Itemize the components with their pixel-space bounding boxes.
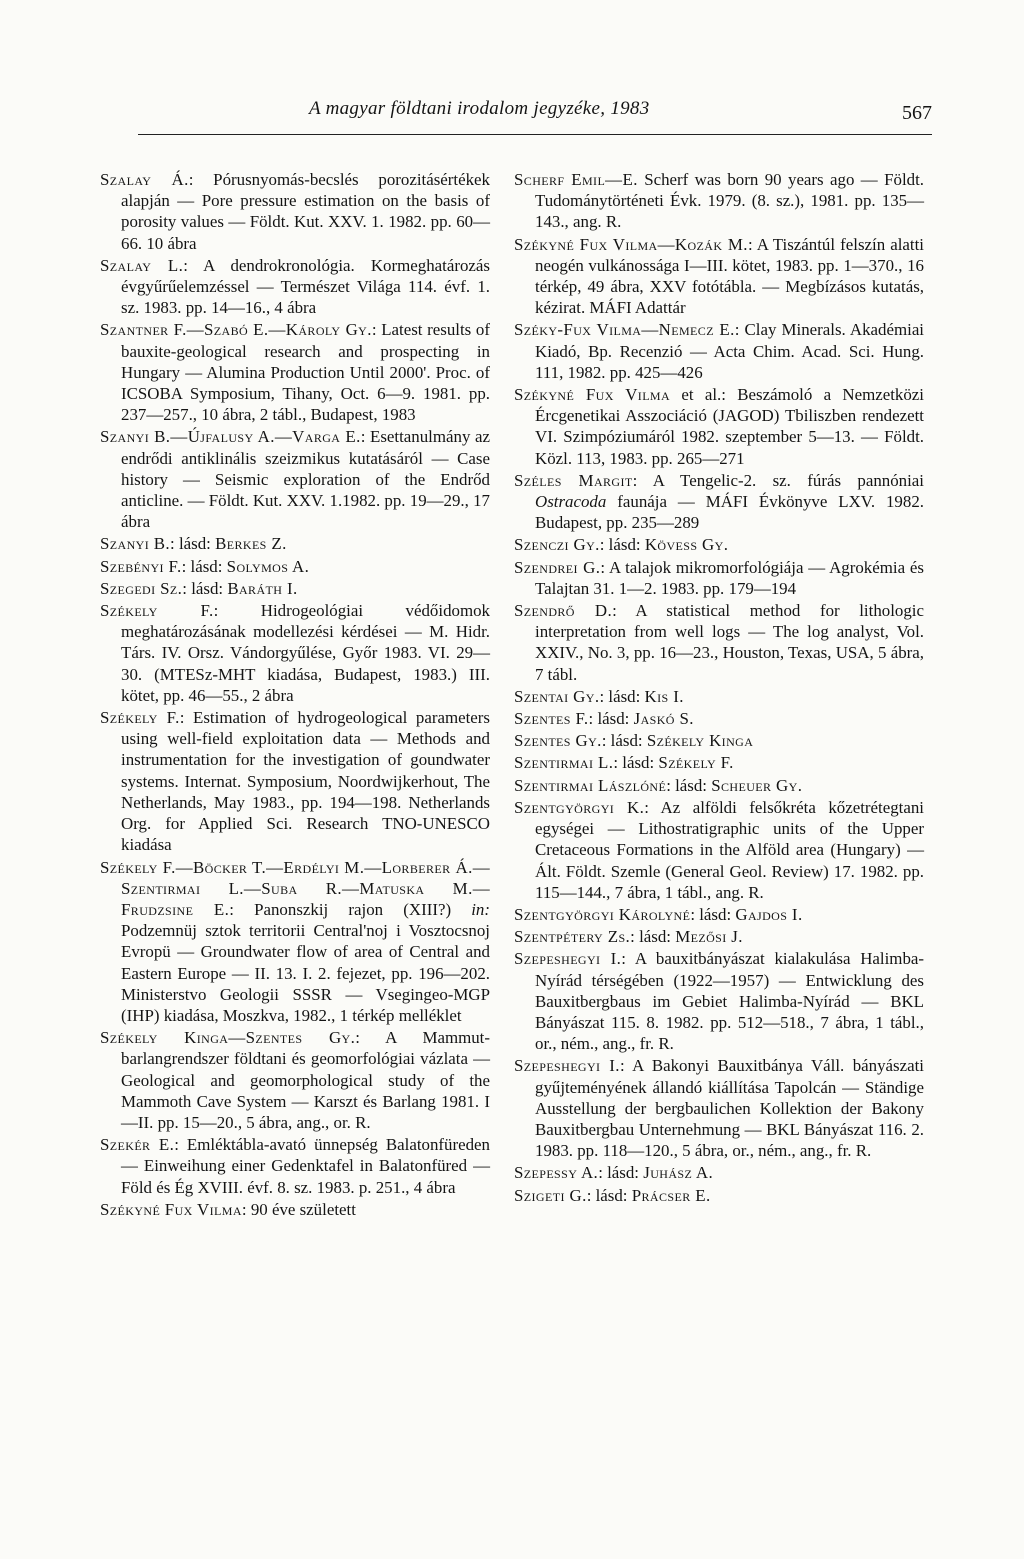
bibliography-entry: [514, 948, 924, 1054]
cross-reference: Berkes Z.: [215, 534, 287, 554]
entry-author: Szanyi B.: [100, 534, 171, 554]
cross-reference: Kis I.: [644, 686, 684, 706]
entry-text: : A statistical method for lithologic interpretation from well logs — The log analyst, Vol. XXIV., No. 3, pp. 16—23., Houston, Texas, USA, 5 ábra, 7 tábl.: [535, 601, 924, 684]
entry-author: Szendrő D.: [514, 601, 613, 621]
entry-author: Szendrei G.: [514, 557, 601, 577]
entry-text: : Latest results of bauxite-geological research and prospecting in Hungary — Alumina Production Until 2000'. Proc. of ICSOBA Symposium, Tihany, Oct. 6—9. 1981. pp. 237—257., 10 ábra, 2 tábl., Budapest, 1983: [121, 320, 490, 425]
cross-reference: Solymos A.: [226, 556, 310, 576]
header-rule: [138, 134, 932, 135]
entry-text: : A talajok mikromorfológiája — Agrokémia és Talajtan 31. 1—2. 1983. pp. 179—194: [535, 557, 924, 598]
bibliography-entry: [514, 319, 924, 383]
bibliography-entry: [514, 797, 924, 903]
entry-author: Szigeti G.: [514, 1185, 587, 1205]
entry-text: : lásd:: [598, 1163, 644, 1183]
bibliography-entry: [100, 600, 490, 706]
bibliography-entry: [100, 169, 490, 254]
entry-author: Szalay Á.: [100, 170, 189, 189]
bibliography-entry: [514, 926, 924, 947]
left-column: [100, 169, 490, 1221]
bibliography-entry: [514, 534, 924, 555]
bibliography-entry: [514, 557, 924, 599]
entry-italic: in:: [471, 899, 490, 919]
cross-reference: Jaskó S.: [633, 709, 694, 729]
entry-author: Szenczi Gy.: [514, 535, 600, 555]
bibliography-entry: [100, 578, 490, 599]
entry-text: : A Bakonyi Bauxitbánya Váll. bányászati gyűjteményének állandó kiállítása Tapolcán — Ständige Ausstellung der bergbaulichen Kollektion der Bakony Bauxitbergbau Unternehmung — BKL Bányászat 116. 2. 1983. pp. 118—120., 5 ábra, or., ném., ang., fr. R.: [535, 1056, 924, 1161]
entry-text: : A bauxitbányászat kialakulása Halimba-Nyírád térségében (1922—1957) — Entwicklung des Bauxitbergbaus im Gebiet Halimba-Nyírád — BKL Bányászat 115. 8. 1982. pp. 512—518., 7 ábra, 1 tábl., or., ném., ang., fr. R.: [535, 949, 925, 1054]
entry-author: Szentpétery Zs.: [514, 927, 631, 947]
running-title: A magyar földtani irodalom jegyzéke, 1983: [309, 98, 650, 119]
entry-text: : lásd:: [588, 709, 634, 729]
bibliography-entry: [514, 234, 924, 319]
entry-author: Székyné Fux Vilma: [514, 385, 671, 405]
entry-text-continued: faunája — MÁFI Évkönyve LXV. 1982. Budapest, pp. 235—289: [535, 492, 924, 533]
entry-text: : lásd:: [181, 556, 227, 576]
entry-author: Szebényi F.: [100, 556, 182, 576]
bibliography-entry: [514, 775, 924, 796]
bibliography-entry: [100, 857, 490, 1027]
entry-author: Szentes F.: [514, 709, 589, 729]
bibliography-entry: [100, 556, 490, 577]
entry-text-continued: Podzemnüj sztok territorii Central'noj i Vosztocsnoj Evropü — Groundwater flow of area of Central and Eastern Europe — II. 13. I. 2. fejezet, pp. 196—202. Ministerstvo Geologii SSSR — Vsegingeo-MGP (IHP) kiadása, Moszkva, 1982., 1 térkép melléklet: [121, 921, 490, 1025]
cross-reference: Gajdos I.: [735, 904, 803, 924]
bibliography-entry: [100, 1199, 490, 1220]
entry-text: : Panonszkij rajon (XIII?): [229, 899, 472, 919]
entry-author: Szanyi B.—Újfalusy A.—Varga E.: [100, 427, 361, 447]
entry-author: Szentirmai L.: [514, 753, 614, 773]
cross-reference: Prácser E.: [631, 1185, 711, 1205]
bibliography-entry: [100, 533, 490, 554]
entry-text: : lásd:: [666, 775, 712, 795]
bibliography-entry: [100, 426, 490, 532]
entry-author: Szepessy A.: [514, 1163, 599, 1183]
entry-author: Székyné Fux Vilma—Kozák M.: [514, 234, 748, 254]
entry-text: : Esettanulmány az endrődi antiklinális szeizmikus kutatásáról — Case history — Seismic exploration of the Endrőd anticline. — Földt. Kut. XXV. 1.1982. pp. 19—29., 17 ábra: [121, 427, 490, 532]
bibliography-entry: [514, 708, 924, 729]
entry-author: Szentirmai Lászlóné: [514, 775, 667, 795]
cross-reference: Baráth I.: [227, 578, 298, 598]
entry-text: : A Mammut-barlangrendszer földtani és geomorfológiai vázlata — Geological and geomorphological study of the Mammoth Cave System — Karszt és Barlang 1981. I—II. pp. 15—20., 5 ábra, ang., or. R.: [121, 1028, 491, 1132]
entry-text: : Estimation of hydrogeological parameters using well-field exploitation data — Methods and instrumentation for the investigation of goundwater systems. Internat. Symposium, Noordwijkerhout, The Netherlands, May 1983., pp. 194—198. Netherlands Org. for Applied Sci. Research TNO-UNESCO kiadása: [121, 708, 490, 855]
entry-text: : Az alföldi felsőkréta kőzetrétegtani egységei — Lithostratigraphic units of the Upper Cretaceous Formations in the Alföld area (Hungary) — Ált. Földt. Szemle (General Geol. Review) 17. 1982. pp. 115—144., 7 ábra, 1 tábl., ang. R.: [535, 797, 924, 902]
entry-text: : A dendrokronológia. Kormeghatározás évgyűrűelemzéssel — Természet Világa 114. évf. 1. sz. 1983. pp. 14—16., 4 ábra: [121, 255, 490, 318]
entry-author: Szentgyörgyi K.: [514, 797, 645, 817]
bibliography-entry: [514, 600, 924, 685]
bibliography-entry: [514, 730, 924, 751]
entry-text: : 90 éve született: [241, 1199, 356, 1219]
cross-reference: Székely Kinga: [646, 731, 754, 751]
bibliography-entry: [514, 470, 924, 534]
entry-italic: Ostracoda: [535, 492, 607, 512]
entry-text: : lásd:: [630, 927, 676, 947]
entry-text: : lásd:: [599, 535, 645, 555]
entry-text: : Hidrogeológiai védőidomok meghatározásának modellezési kérdései — M. Hidr. Társ. IV. Orsz. Vándorgyűlése, Győr 1983. VI. 29—30. (MTESz-MHT kiadása, Budapest, 1983.) III. kötet, pp. 46—55., 2 ábra: [121, 601, 490, 705]
entry-author: Szentes Gy.: [514, 731, 602, 751]
entry-text: : lásd:: [613, 753, 659, 773]
entry-text: et al.: Beszámoló a Nemzetközi Ércgenetikai Asszociáció (JAGOD) Tbiliszben rendezett VI. Szimpóziumáról 1982. szeptember 5—13. — Földt. Közl. 113, 1983. pp. 265—271: [535, 385, 924, 468]
bibliography-entry: [100, 319, 490, 425]
entry-author: Székely F.—Böcker T.—Erdélyi M.—Lorberer Á.—Szentirmai L.—Suba R.—Matuska M.—Frudzsine E.: [100, 857, 490, 919]
entry-text: : A Tengelic-2. sz. fúrás pannóniai: [632, 470, 924, 490]
entry-text: : lásd:: [599, 686, 645, 706]
entry-author: Scherf Emil—E.: [514, 170, 638, 189]
entry-author: Székely F.: [100, 708, 180, 728]
bibliography-entry: [100, 1134, 490, 1198]
bibliography-entry: [514, 1185, 924, 1206]
entry-author: Szalay L.: [100, 255, 184, 275]
cross-reference: Mezősi J.: [675, 927, 743, 947]
running-header: [138, 96, 932, 126]
entry-author: Széles Margit: [514, 470, 633, 490]
entry-author: Szepeshegyi I.: [514, 949, 622, 969]
entry-author: Széky-Fux Vilma—Nemecz E.: [514, 320, 735, 340]
cross-reference: Juhász A.: [643, 1163, 714, 1183]
bibliography-entry: [514, 904, 924, 925]
entry-author: Szantner F.—Szabó E.—Károly Gy.: [100, 320, 372, 340]
entry-author: Székyné Fux Vilma: [100, 1199, 242, 1219]
bibliography-entry: [100, 255, 490, 319]
cross-reference: Székely F.: [658, 753, 734, 773]
bibliography-entry: [100, 1027, 490, 1133]
entry-text: : lásd:: [586, 1185, 632, 1205]
entry-author: Szekér E.: [100, 1135, 175, 1155]
entry-text: : lásd:: [601, 731, 647, 751]
entry-author: Székely F.: [100, 601, 214, 621]
cross-reference: Scheuer Gy.: [711, 775, 803, 795]
entry-author: Szentgyörgyi Károlyné: [514, 904, 691, 924]
entry-text: : lásd:: [170, 534, 216, 554]
entry-author: Szentai Gy.: [514, 686, 600, 706]
bibliography-entry: [514, 752, 924, 773]
page-number: 567: [902, 102, 932, 124]
entry-text: : Emléktábla-avató ünnepség Balatonfüreden — Einweihung einer Gedenktafel in Balatonfüred — Föld és Ég XVIII. évf. 8. sz. 1983. p. 251., 4 ábra: [121, 1135, 490, 1197]
entry-author: Székely Kinga—Szentes Gy.: [100, 1028, 356, 1048]
entry-author: Szegedi Sz.: [100, 578, 183, 598]
entry-text: : Pórusnyomás-becslés porozitásértékek alapján — Pore pressure estimation on the basis of porosity values — Földt. Kut. XXV. 1. 1982. pp. 60—66. 10 ábra: [121, 170, 490, 253]
cross-reference: Kövess Gy.: [644, 535, 729, 555]
right-column: [514, 169, 924, 1207]
entry-author: Szepeshegyi I.: [514, 1056, 620, 1076]
bibliography-entry: [514, 169, 924, 233]
entry-text: : A Tiszántúl felszín alatti neogén vulkánossága I—III. kötet, 1983. pp. 1—370., 16 térkép, 49 ábra, XXV fotótábla. — Megbízásos kutatás, kézirat. MÁFI Adattár: [535, 234, 924, 318]
bibliography-entry: [100, 707, 490, 855]
entry-text: Scherf was born 90 years ago — Földt. Tudománytörténeti Évk. 1979. (8. sz.), 1981. pp. 135—143., ang. R.: [535, 170, 924, 232]
entry-text: : lásd:: [690, 904, 736, 924]
entry-text: : lásd:: [182, 578, 228, 598]
bibliography-entry: [514, 686, 924, 707]
bibliography-entry: [514, 1055, 924, 1161]
bibliography-entry: [514, 384, 924, 469]
bibliography-entry: [514, 1162, 924, 1183]
entry-text: : Clay Minerals. Akadémiai Kiadó, Bp. Recenzió — Acta Chim. Acad. Sci. Hung. 111, 1982. pp. 425—426: [535, 320, 925, 382]
